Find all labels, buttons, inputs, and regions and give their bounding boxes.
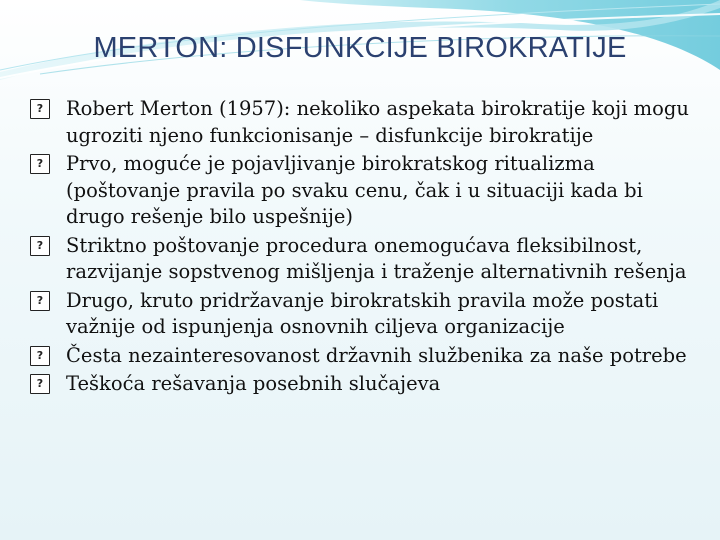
bullet-item [30, 288, 702, 341]
bullet-list [30, 96, 702, 400]
missing-glyph-icon: ? [30, 154, 50, 174]
bullet-text: Drugo, kruto pridržavanje birokratskih pravila može postati važnije od ispunjenja osnovnih ciljeva organizacije [66, 288, 659, 338]
bullet-text: Teškoća rešavanja posebnih slučajeva [66, 372, 441, 395]
missing-glyph-icon: ? [30, 346, 50, 366]
bullet-item [30, 233, 702, 286]
missing-glyph-icon: ? [30, 236, 50, 256]
bullet-item [30, 151, 702, 231]
bullet-text: Česta nezainteresovanost državnih službenika za naše potrebe [66, 343, 687, 367]
bullet-item [30, 96, 702, 149]
bullet-text: Striktno poštovanje procedura onemogućava fleksibilnost, razvijanje sopstvenog mišljenja i traženje alternativnih rešenja [66, 233, 687, 283]
slide-title: MERTON: DISFUNKCIJE BIROKRATIJE [93, 32, 627, 64]
missing-glyph-icon: ? [30, 99, 50, 119]
bullet-item [30, 371, 702, 398]
missing-glyph-icon: ? [30, 374, 50, 394]
missing-glyph-icon: ? [30, 291, 50, 311]
bullet-item [30, 343, 702, 370]
bullet-text: Robert Merton (1957): nekoliko aspekata birokratije koji mogu ugroziti njeno funkcionisanje – disfunkcije birokratije [66, 97, 689, 147]
bullet-text: Prvo, moguće je pojavljivanje birokratskog ritualizma (poštovanje pravila po svaku cenu, čak i u situaciji kada bi drugo rešenje bilo uspešnije) [66, 152, 643, 228]
